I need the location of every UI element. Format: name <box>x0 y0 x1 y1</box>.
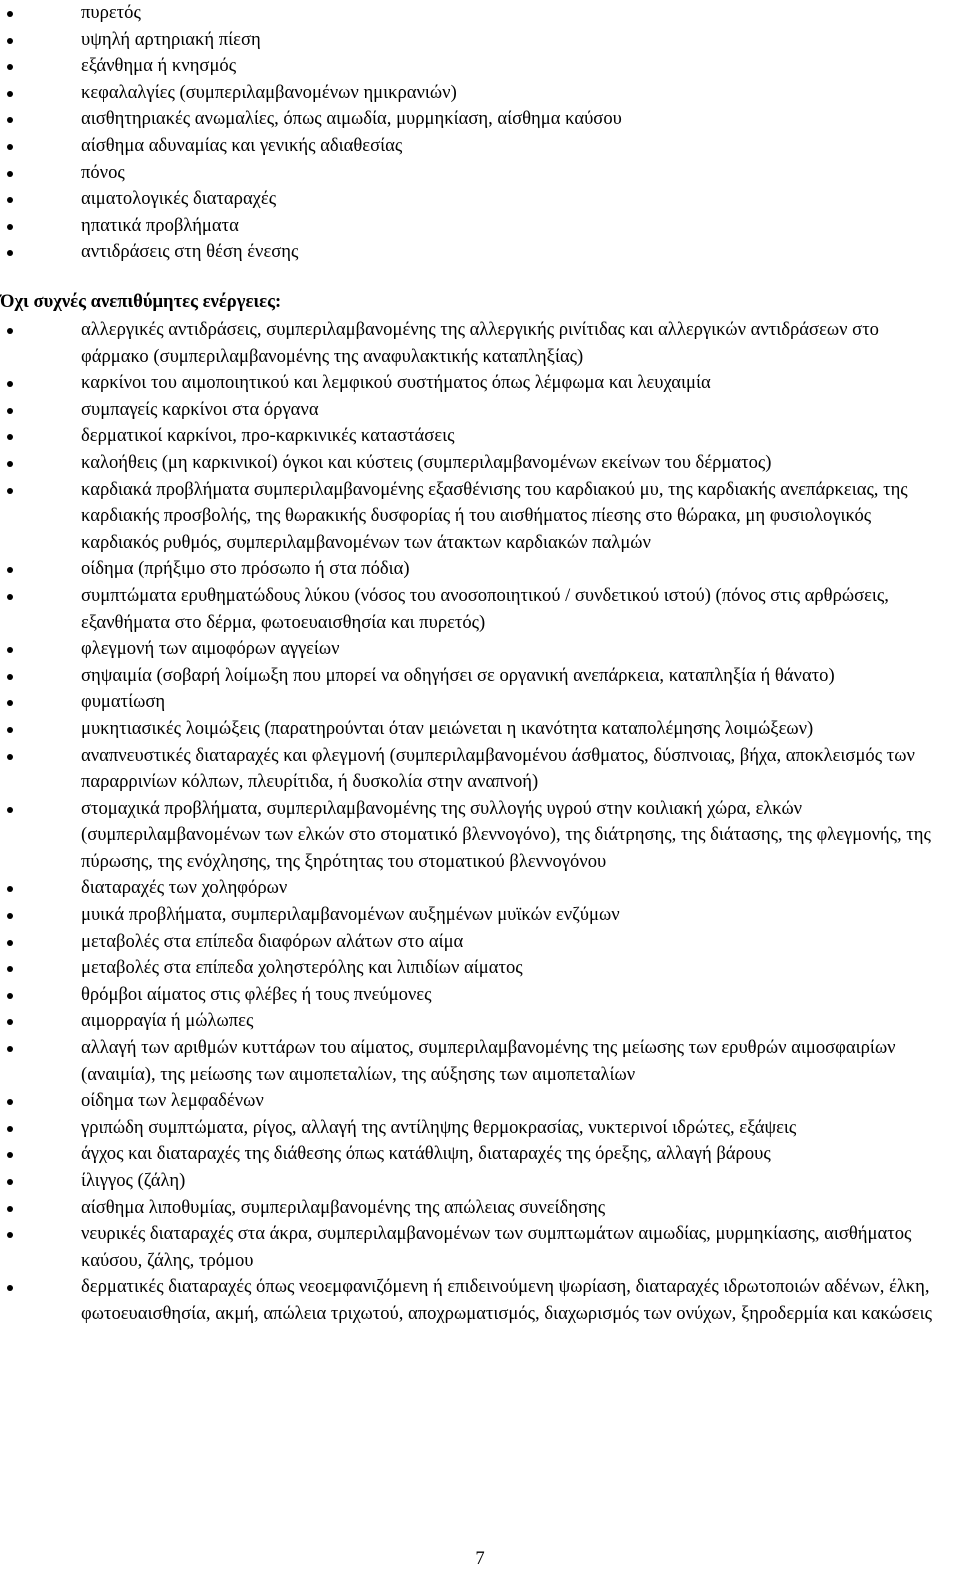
list-item: πυρετός <box>0 0 960 27</box>
list-item: εξάνθημα ή κνησμός <box>0 53 960 80</box>
list-item: δερματικοί καρκίνοι, προ-καρκινικές καταστάσεις <box>0 423 960 450</box>
list-item: δερματικές διαταραχές όπως νεοεμφανιζόμενη ή επιδεινούμενη ψωρίαση, διαταραχές ιδρωτοποιών αδένων, έλκη, φωτοευαισθησία, ακμή, απώλεια τριχωτού, αποχρωματισμός, διαχωρισμός των ονύχων, ξηροδερμία και κακώσεις <box>0 1274 960 1327</box>
list-item: αιμορραγία ή μώλωπες <box>0 1008 960 1035</box>
list-item: αλλαγή των αριθμών κυττάρων του αίματος, συμπεριλαμβανομένης της μείωσης των ερυθρών αιμοσφαιρίων (αναιμία), της μείωσης των αιμοπεταλίων, της αύξησης των αιμοπεταλίων <box>0 1035 960 1088</box>
list-item: μυκητιασικές λοιμώξεις (παρατηρούνται όταν μειώνεται η ικανότητα καταπολέμησης λοιμώξεων) <box>0 716 960 743</box>
list-item: άγχος και διαταραχές της διάθεσης όπως κατάθλιψη, διαταραχές της όρεξης, αλλαγή βάρους <box>0 1141 960 1168</box>
list-item: αιματολογικές διαταραχές <box>0 186 960 213</box>
list-item: αντιδράσεις στη θέση ένεσης <box>0 239 960 266</box>
list-item: αναπνευστικές διαταραχές και φλεγμονή (συμπεριλαμβανομένου άσθματος, δύσπνοιας, βήχα, αποκλεισμός των παραρρινίων κόλπων, πλευρίτιδα, ή δυσκολία στην αναπνοή) <box>0 743 960 796</box>
list-item: ίλιγγος (ζάλη) <box>0 1168 960 1195</box>
list-item: διαταραχές των χοληφόρων <box>0 875 960 902</box>
list-item: οίδημα (πρήξιμο στο πρόσωπο ή στα πόδια) <box>0 556 960 583</box>
list-item: καρδιακά προβλήματα συμπεριλαμβανομένης εξασθένισης του καρδιακού μυ, της καρδιακής ανεπάρκειας, της καρδιακής προσβολής, της θωρακικής δυσφορίας ή του αισθήματος πίεσης στο θώρακα, μη φυσιολογικός καρδιακός ρυθμός, συμπεριλαμβανομένων των άτακτων καρδιακών παλμών <box>0 477 960 557</box>
list-item: συμπαγείς καρκίνοι στα όργανα <box>0 397 960 424</box>
list-item: μεταβολές στα επίπεδα διαφόρων αλάτων στο αίμα <box>0 929 960 956</box>
section-heading-uncommon: Όχι συχνές ανεπιθύμητες ενέργειες: <box>0 291 282 312</box>
list-item: μυικά προβλήματα, συμπεριλαμβανομένων αυξημένων μυϊκών ενζύμων <box>0 902 960 929</box>
list-item: αίσθημα αδυναμίας και γενικής αδιαθεσίας <box>0 133 960 160</box>
list-item: υψηλή αρτηριακή πίεση <box>0 27 960 54</box>
side-effects-list-common <box>0 0 960 266</box>
side-effects-list-uncommon <box>0 317 960 1328</box>
list-item: φλεγμονή των αιμοφόρων αγγείων <box>0 636 960 663</box>
list-item: γριπώδη συμπτώματα, ρίγος, αλλαγή της αντίληψης θερμοκρασίας, νυκτερινοί ιδρώτες, εξάψεις <box>0 1115 960 1142</box>
list-item: νευρικές διαταραχές στα άκρα, συμπεριλαμβανομένων των συμπτωμάτων αιμωδίας, μυρμηκίασης, αισθήματος καύσου, ζάλης, τρόμου <box>0 1221 960 1274</box>
list-item: οίδημα των λεμφαδένων <box>0 1088 960 1115</box>
list-item: στομαχικά προβλήματα, συμπεριλαμβανομένης της συλλογής υγρού στην κοιλιακή χώρα, ελκών (συμπεριλαμβανομένων των ελκών στο στοματικό βλεννογόνο), της διάτρησης, της διάτασης, της φλεγμονής, της πύρωσης, της ενόχλησης, της ξηρότητας του στοματικού βλεννογόνου <box>0 796 960 876</box>
list-item: αίσθημα λιποθυμίας, συμπεριλαμβανομένης της απώλειας συνείδησης <box>0 1195 960 1222</box>
list-item: συμπτώματα ερυθηματώδους λύκου (νόσος του ανοσοποιητικού / συνδετικού ιστού) (πόνος στις αρθρώσεις, εξανθήματα στο δέρμα, φωτοευαισθησία και πυρετός) <box>0 583 960 636</box>
list-item: σηψαιμία (σοβαρή λοίμωξη που μπορεί να οδηγήσει σε οργανική ανεπάρκεια, καταπληξία ή θάνατο) <box>0 663 960 690</box>
list-item: ηπατικά προβλήματα <box>0 213 960 240</box>
list-item: καλοήθεις (μη καρκινικοί) όγκοι και κύστεις (συμπεριλαμβανομένων εκείνων του δέρματος) <box>0 450 960 477</box>
list-item: κεφαλαλγίες (συμπεριλαμβανομένων ημικρανιών) <box>0 80 960 107</box>
list-item: θρόμβοι αίματος στις φλέβες ή τους πνεύμονες <box>0 982 960 1009</box>
list-item: μεταβολές στα επίπεδα χοληστερόλης και λιπιδίων αίματος <box>0 955 960 982</box>
list-item: πόνος <box>0 160 960 187</box>
list-item: αισθητηριακές ανωμαλίες, όπως αιμωδία, μυρμηκίαση, αίσθημα καύσου <box>0 106 960 133</box>
list-item: φυματίωση <box>0 689 960 716</box>
list-item: αλλεργικές αντιδράσεις, συμπεριλαμβανομένης της αλλεργικής ρινίτιδας και αλλεργικών αντιδράσεων στο φάρμακο (συμπεριλαμβανομένης της αναφυλακτικής καταπληξίας) <box>0 317 960 370</box>
page-number: 7 <box>475 1548 485 1569</box>
list-item: καρκίνοι του αιμοποιητικού και λεμφικού συστήματος όπως λέμφωμα και λευχαιμία <box>0 370 960 397</box>
